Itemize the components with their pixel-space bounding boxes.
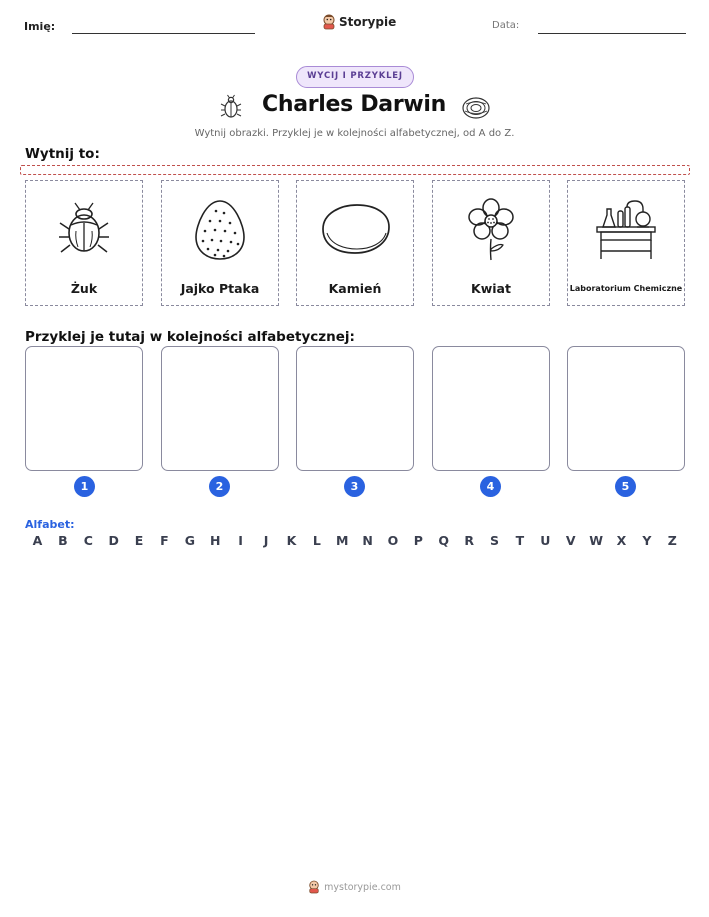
cut-card-stone[interactable] xyxy=(296,180,414,306)
date-label: Data: xyxy=(492,20,520,31)
alphabet-letter: K xyxy=(286,533,297,548)
alphabet-letter: U xyxy=(540,533,551,548)
alphabet-letter: O xyxy=(387,533,399,548)
storypie-mascot-icon xyxy=(322,14,336,30)
paste-slot-4[interactable] xyxy=(432,346,550,471)
card-label: Żuk xyxy=(70,281,98,296)
paste-slot-2[interactable] xyxy=(161,346,279,471)
alphabet-letter: W xyxy=(589,533,603,548)
page-title: Charles Darwin xyxy=(262,92,447,117)
cut-card-beetle[interactable] xyxy=(25,180,143,306)
alphabet-letter: J xyxy=(263,533,269,548)
worksheet-header xyxy=(0,14,709,42)
card-label: Kwiat xyxy=(471,281,511,296)
alphabet-letter: D xyxy=(108,533,119,548)
slot-number-2: 2 xyxy=(209,476,230,497)
cut-card-lab[interactable] xyxy=(567,180,685,306)
footer xyxy=(0,880,709,894)
alphabet-letter: S xyxy=(490,533,500,548)
alphabet-letter: Y xyxy=(642,533,652,548)
alphabet-letter: Z xyxy=(667,533,677,548)
alphabet-letter: C xyxy=(83,533,93,548)
alphabet-letter: T xyxy=(515,533,525,548)
alphabet-letter: F xyxy=(160,533,169,548)
brand-name: Storypie xyxy=(339,15,397,29)
alphabet-letter: R xyxy=(464,533,474,548)
paste-slot-3[interactable] xyxy=(296,346,414,471)
stone-icon xyxy=(315,199,395,259)
alphabet-letter: B xyxy=(58,533,68,548)
footer-url: mystorypie.com xyxy=(324,881,401,893)
alphabet-letter: V xyxy=(565,533,576,548)
title-row xyxy=(0,92,709,124)
name-label: Imię: xyxy=(24,20,56,33)
slot-number-4: 4 xyxy=(480,476,501,497)
alphabet-letter: M xyxy=(335,533,349,548)
beetle-icon xyxy=(54,199,114,259)
cut-card-flower[interactable] xyxy=(432,180,550,306)
alphabet-row xyxy=(25,533,685,548)
activity-badge: WYCIJ I PRZYKLEJ xyxy=(296,66,414,88)
alphabet-letter: Q xyxy=(438,533,450,548)
cut-guide-line xyxy=(20,165,690,175)
paste-slot-5[interactable] xyxy=(567,346,685,471)
alphabet-letter: L xyxy=(312,533,321,548)
paste-heading: Przyklej je tutaj w kolejności alfabetycznej: xyxy=(25,329,355,345)
alphabet-letter: A xyxy=(32,533,43,548)
brand-logo xyxy=(322,14,396,30)
alphabet-letter: P xyxy=(413,533,423,548)
name-line xyxy=(72,33,255,34)
slot-number-5: 5 xyxy=(615,476,636,497)
cut-card-egg[interactable] xyxy=(161,180,279,306)
alphabet-letter: N xyxy=(362,533,373,548)
alphabet-letter: G xyxy=(184,533,195,548)
card-label: Kamień xyxy=(328,281,382,296)
slot-number-1: 1 xyxy=(74,476,95,497)
beetle-icon xyxy=(218,94,244,120)
storypie-mascot-icon xyxy=(308,880,320,894)
alphabet-letter: E xyxy=(134,533,144,548)
card-label: Laboratorium Chemiczne xyxy=(569,284,683,293)
paste-slot-1[interactable] xyxy=(25,346,143,471)
date-line xyxy=(538,33,686,34)
card-label: Jajko Ptaka xyxy=(180,281,260,296)
alphabet-letter: I xyxy=(238,533,243,548)
alphabet-letter: X xyxy=(616,533,627,548)
bird-nest-icon xyxy=(461,94,491,120)
cut-heading: Wytnij to: xyxy=(25,146,100,162)
instructions: Wytnij obrazki. Przyklej je w kolejności alfabetycznej, od A do Z. xyxy=(194,128,515,139)
chemistry-lab-icon xyxy=(591,197,661,261)
egg-icon xyxy=(190,197,250,261)
alphabet-label: Alfabet: xyxy=(25,518,75,531)
slot-number-3: 3 xyxy=(344,476,365,497)
alphabet-letter: H xyxy=(210,533,221,548)
flower-icon xyxy=(463,197,519,261)
